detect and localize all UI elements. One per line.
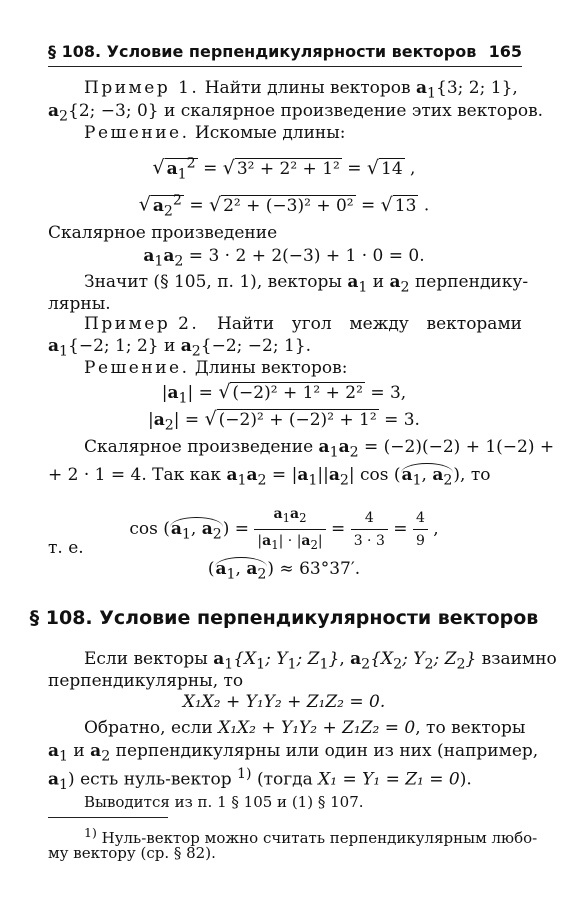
- section-line3: Обратно, если X₁X₂ + Y₁Y₂ + Z₁Z₂ = 0, то векторы: [84, 718, 526, 738]
- conclusion-line1: Значит (§ 105, п. 1), векторы $a_1$ и $a_2$ перпендику-: [84, 272, 529, 296]
- scalar-equation: $a_1a_2 = 3 \cdot 2 + 2(-3) + 1 \cdot 0 = 0$.: [143, 246, 425, 270]
- angle-result: ($a_1$, $a_2) \approx 63^\circ 37'$.: [0, 557, 568, 585]
- section-line4: $a_1$ и $a_2$ перпендикулярны или один из них (например,: [48, 741, 539, 765]
- example1-label: Пример 1.: [84, 78, 200, 98]
- section-line5: $a_1$) есть нуль-вектор $^{1)}$ (тогда X₁ = Y₁ = Z₁ = 0).: [48, 766, 472, 794]
- example2-line2: $a_1\{-2$; 1; 2} и $a_2\{-2$; −2; 1}.: [48, 336, 312, 360]
- equation-length-a2: √ $a_2^2$ = √ 2² + (−3)² + 0² = √ 13 .: [138, 192, 430, 220]
- equation-length2-a2: $|a_2|$ = √ (−2)² + (−2)² + 1² = 3.: [148, 408, 420, 434]
- section-line2: перпендикулярны, то: [48, 671, 244, 691]
- scalar2-line2: + 2 · 1 = 4. Так как $a_1a_2 = |a_1||a_2|$ $\cos (a_1$, $a_2$), то: [48, 463, 522, 491]
- equation-length2-a1: $|a_1|$ = √ (−2)² + 1² + 2² = 3,: [161, 381, 407, 407]
- perpendicular-condition: X₁X₂ + Y₁Y₂ + Z₁Z₂ = 0.: [182, 692, 386, 712]
- scalar2-line1: Скалярное произведение $a_1a_2 = (-2)(-2) + 1(-2)$ +: [84, 437, 555, 461]
- equation-length-a1: √ $a_1^2$ = √ 3² + 2² + 1² = √ 14 ,: [152, 155, 416, 183]
- example1-line1: Пример 1. Найти длины векторов $a_1\{3$; 2; 1},: [84, 78, 518, 102]
- footnote-ref: 1): [237, 766, 252, 782]
- example2-line1: Пример 2. Найти угол между векторами: [84, 314, 522, 334]
- example1-line2: $a_2\{2$; −3; 0} и скалярное произведение этих векторов.: [48, 101, 544, 125]
- footnote-divider: [48, 817, 168, 818]
- footnote-line1: $^{1)}$ Нуль-вектор можно считать перпендикулярным любо-: [84, 825, 538, 847]
- conclusion-line2: лярны.: [48, 294, 111, 314]
- example1-solution: Решение. Искомые длины:: [84, 123, 346, 143]
- page-number: 165: [488, 42, 522, 61]
- scalar-label: Скалярное произведение: [48, 223, 278, 243]
- section-line1: Если векторы $a_1\{X_1$; $Y_1$; $Z_1$}, $a_2\{X_2$; $Y_2$; $Z_2$} взаимно: [84, 649, 557, 673]
- example2-solution: Решение. Длины векторов:: [84, 358, 348, 378]
- header-title: § 108. Условие перпендикулярности векторов: [48, 42, 477, 61]
- ie-label: т. е.: [48, 538, 84, 558]
- running-header: [48, 40, 522, 67]
- cosine-equation: $\cos (a_1$, $a_2$) = $\frac{a_1a_2}{|a_1| \cdot |a_2|}$ = $\frac{4}{3 \cdot 3}$ = $\frac{4}{9}$ ,: [0, 503, 568, 556]
- footnote-line2: му вектору (ср. § 82).: [48, 844, 216, 862]
- section-title: § 108. Условие перпендикулярности векторов: [29, 607, 539, 629]
- section-line6: Выводится из п. 1 § 105 и (1) § 107.: [84, 793, 364, 811]
